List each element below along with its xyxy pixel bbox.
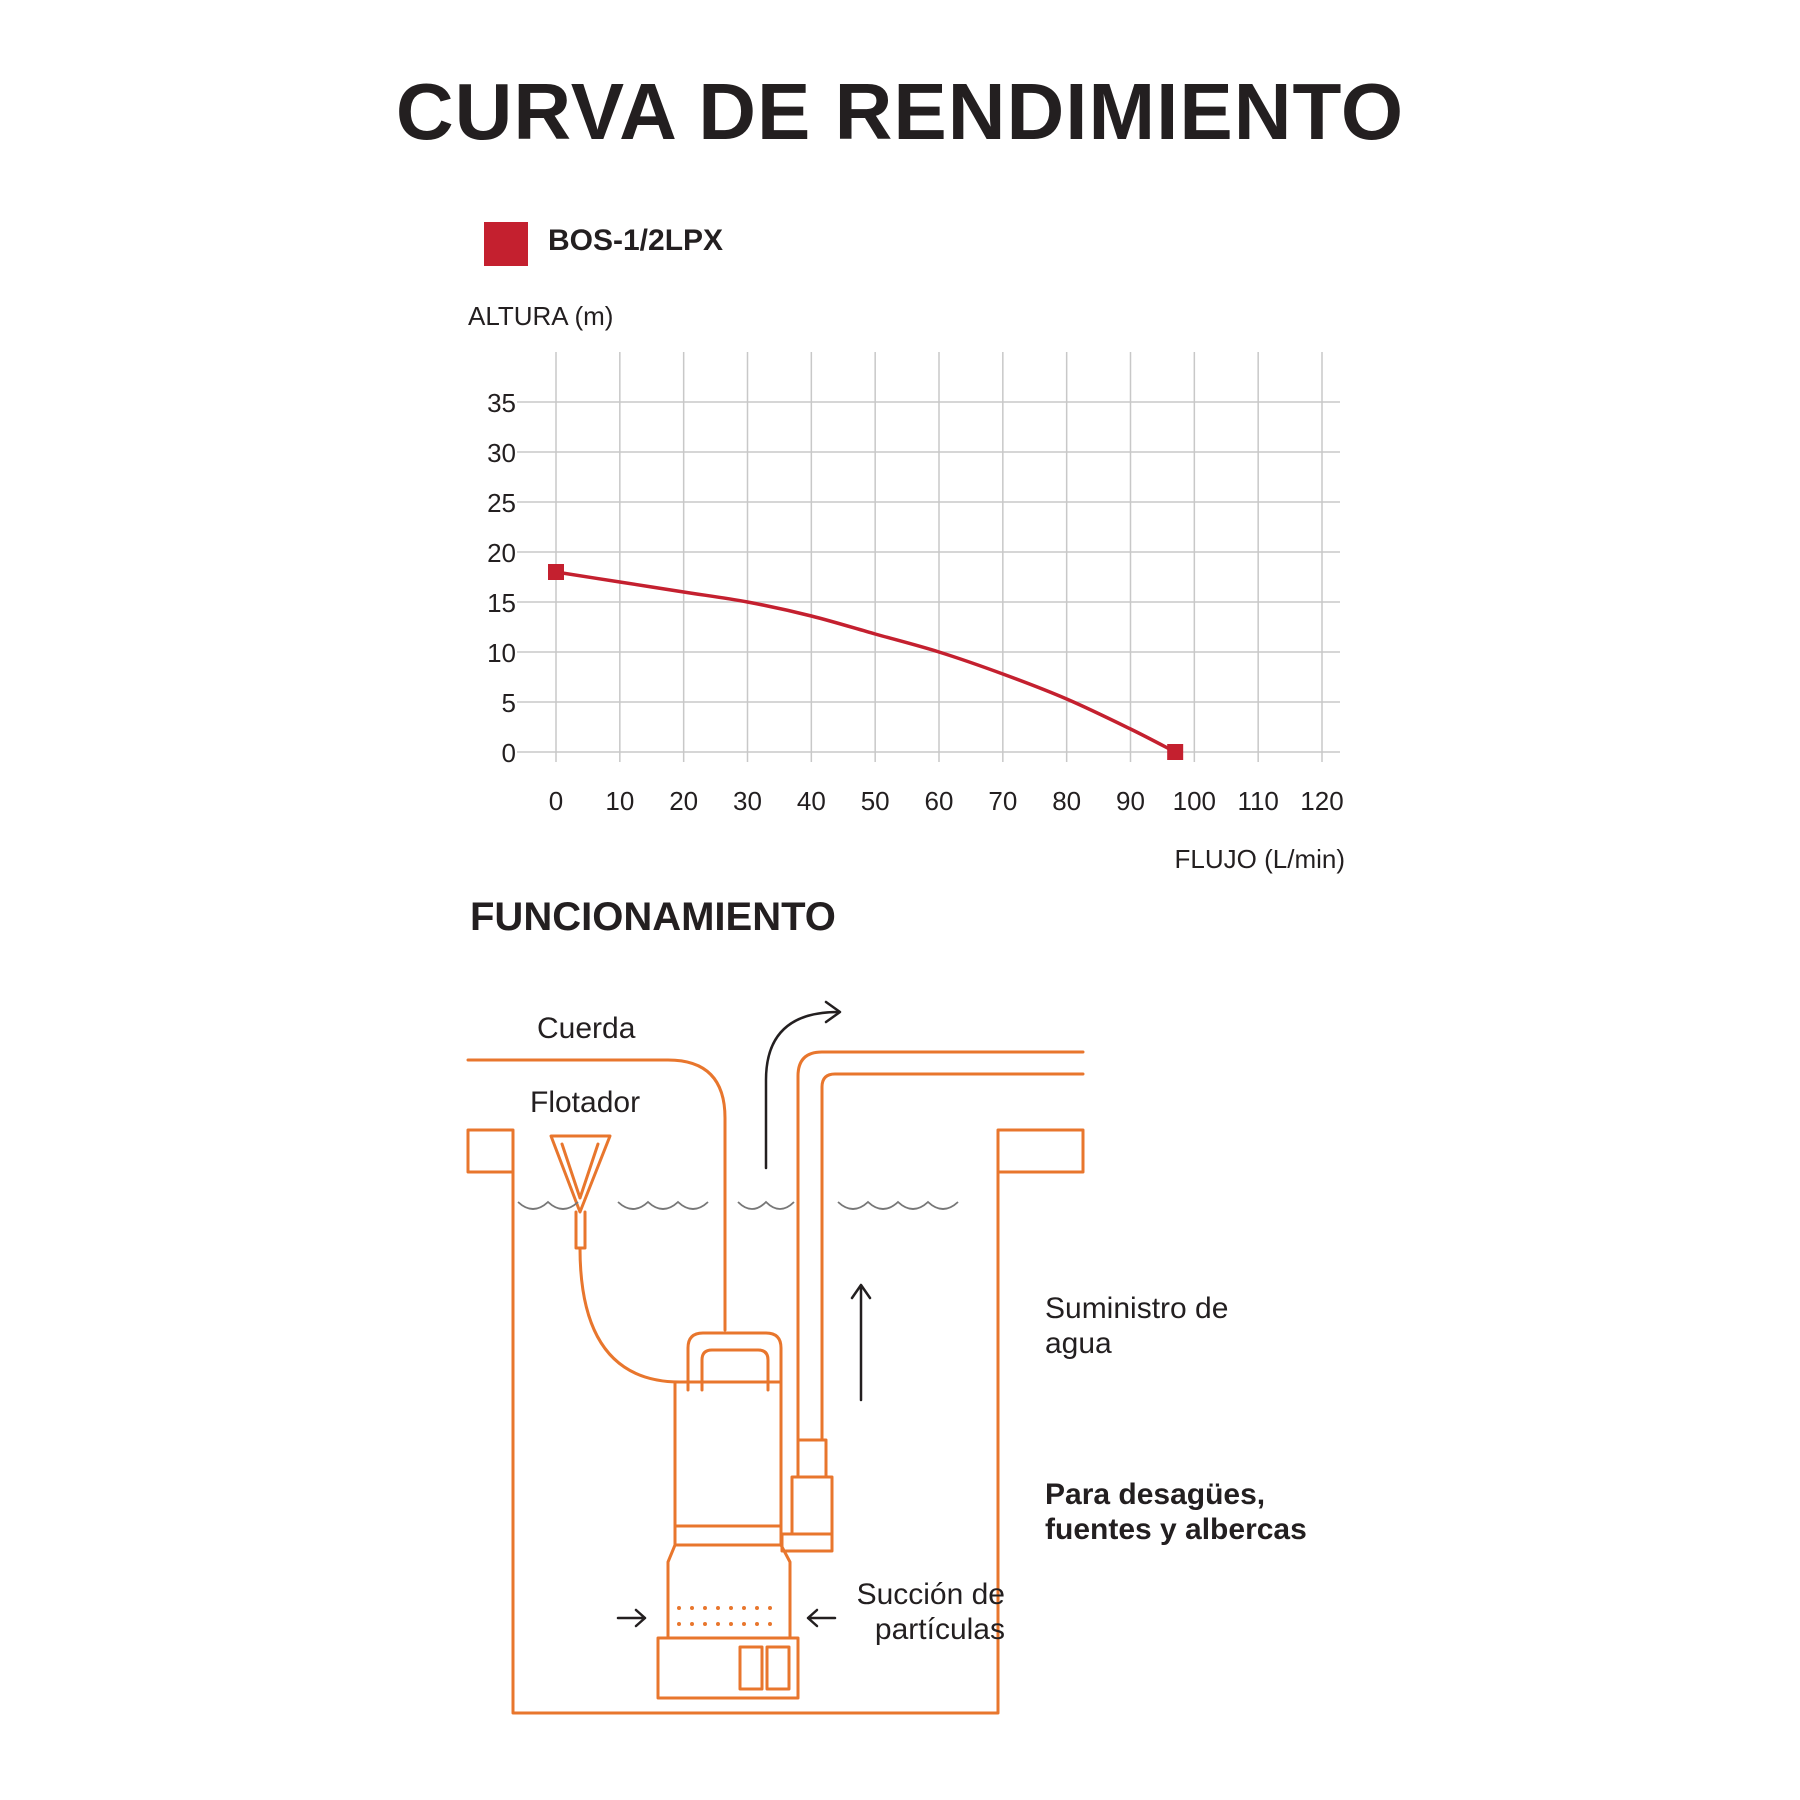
y-tick-label: 0 <box>501 738 516 768</box>
flow-up-arrow <box>766 1012 838 1168</box>
x-tick-label: 40 <box>796 786 826 816</box>
pipe-base <box>792 1477 832 1534</box>
y-tick-label: 20 <box>487 538 516 568</box>
y-tick-label: 10 <box>487 638 516 668</box>
x-tick-label: 70 <box>988 786 1018 816</box>
pipe-foot <box>782 1534 832 1551</box>
x-tick-label: 20 <box>669 786 699 816</box>
outlet-pipe <box>798 1052 1083 1440</box>
y-tick-label: 30 <box>487 438 516 468</box>
legend-label: BOS-1/2LPX <box>548 224 724 257</box>
label-particle-suction: Succión de partículas <box>856 1578 1005 1646</box>
suction-arrow-right <box>808 1610 835 1626</box>
x-tick-label: 0 <box>548 786 564 816</box>
y-axis-label: ALTURA (m) <box>468 301 614 331</box>
label-water-supply: Suministro de agua <box>1045 1292 1229 1360</box>
label-rope: Cuerda <box>537 1012 636 1045</box>
y-tick-label: 5 <box>501 688 516 718</box>
float-cable <box>580 1248 688 1382</box>
float-stem <box>576 1212 585 1248</box>
label-float: Flotador <box>530 1086 641 1119</box>
y-tick-label: 15 <box>487 588 516 618</box>
x-tick-label: 120 <box>1300 786 1344 816</box>
float <box>551 1136 610 1212</box>
tank-rim-left <box>468 1130 513 1172</box>
pipe-fitting <box>798 1440 826 1477</box>
x-tick-label: 60 <box>924 786 954 816</box>
y-tick-label: 35 <box>487 388 516 418</box>
tank-rim-right <box>998 1130 1083 1172</box>
x-tick-label: 50 <box>860 786 890 816</box>
y-tick-label: 25 <box>487 488 516 518</box>
x-axis-label: FLUJO (L/min) <box>1174 844 1345 874</box>
x-tick-label: 100 <box>1172 786 1217 816</box>
x-tick-label: 110 <box>1237 786 1279 816</box>
suction-arrow-left <box>618 1610 645 1626</box>
page-title: CURVA DE RENDIMIENTO <box>395 67 1405 156</box>
suction-holes <box>677 1606 772 1626</box>
section-title: FUNCIONAMIENTO <box>470 895 836 939</box>
pump-body <box>675 1382 781 1545</box>
x-tick-label: 90 <box>1116 786 1145 816</box>
pump-up-arrow <box>852 1285 870 1400</box>
x-tick-label: 30 <box>733 786 762 816</box>
label-usage: Para desagües, fuentes y albercas <box>1045 1478 1307 1546</box>
x-tick-label: 10 <box>605 786 635 816</box>
x-tick-label: 80 <box>1052 786 1082 816</box>
